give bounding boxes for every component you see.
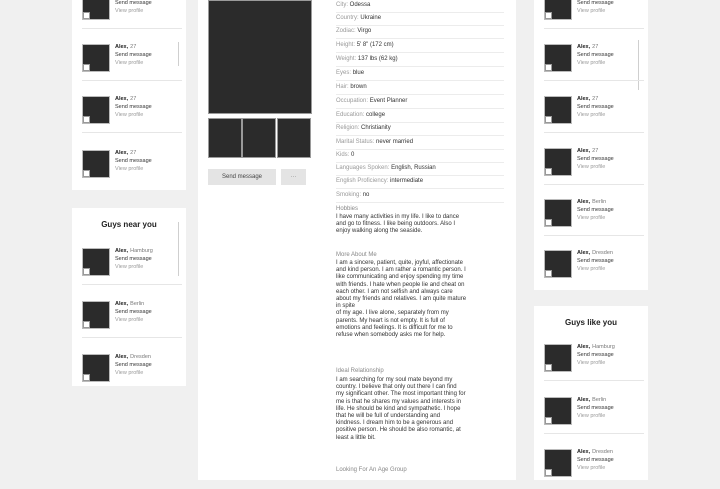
- detail-eyes: Eyes: blue: [336, 70, 365, 76]
- user-card[interactable]: [544, 250, 644, 290]
- online-status-icon: [545, 116, 552, 123]
- avatar[interactable]: [544, 44, 572, 72]
- view-profile-link[interactable]: View profile: [577, 413, 606, 419]
- online-status-icon: [545, 64, 552, 71]
- divider: [544, 235, 644, 236]
- detail-education: Education: college: [336, 112, 386, 118]
- avatar[interactable]: [82, 248, 110, 276]
- avatar[interactable]: [82, 150, 110, 178]
- online-status-icon: [545, 12, 552, 19]
- user-card[interactable]: [544, 449, 644, 489]
- detail-city: City: Odessa: [336, 2, 371, 8]
- online-status-icon: [545, 219, 552, 226]
- view-profile-link[interactable]: View profile: [577, 8, 606, 14]
- divider: [336, 202, 504, 203]
- user-card[interactable]: [82, 0, 182, 32]
- divider: [336, 52, 504, 53]
- divider: [336, 135, 504, 136]
- profile-photo-thumbnail[interactable]: [242, 118, 276, 158]
- view-profile-link[interactable]: View profile: [115, 370, 144, 376]
- user-name[interactable]: Alex, Hamburg: [115, 248, 153, 254]
- send-message-link[interactable]: Send message: [577, 352, 614, 358]
- user-name[interactable]: Alex, Hamburg: [577, 344, 615, 350]
- avatar[interactable]: [82, 301, 110, 329]
- send-message-link[interactable]: Send message: [577, 104, 614, 110]
- send-message-button[interactable]: Send message: [208, 169, 276, 185]
- divider: [544, 80, 644, 81]
- user-card[interactable]: [82, 44, 182, 84]
- user-age: 27: [592, 148, 599, 154]
- view-profile-link[interactable]: View profile: [577, 60, 606, 66]
- send-message-link[interactable]: Send message: [577, 258, 614, 264]
- divider: [544, 132, 644, 133]
- send-message-link[interactable]: Send message: [115, 362, 152, 368]
- avatar[interactable]: [544, 96, 572, 124]
- detail-smoking: Smoking: no: [336, 192, 370, 198]
- more-about-me-text: I am a sincere, patient, quite, joyful, affectionate and kind person. I am rather a romantic person. I like communicating and enjoy spending my time with friends. I hate when people lie and cheat on each other. I am not selfish and always care about my friends and relatives. I am quite mature in spite of my age. I live alone, separately from my parents. My heart is not empty. It is full of emotions and feelings. It is difficult for me to refuse when somebody asks me for help.: [336, 260, 467, 339]
- detail-english-proficiency: English Proficiency: intermediate: [336, 178, 424, 184]
- user-card[interactable]: [544, 397, 644, 437]
- user-name[interactable]: Alex, 27: [577, 44, 599, 50]
- view-profile-link[interactable]: View profile: [577, 215, 606, 221]
- user-card[interactable]: [82, 150, 182, 190]
- hobbies-text: I have many activities in my life. I like to dance and go to fitness. I like being outdoors. Also I enjoy walking along the seaside.: [336, 214, 460, 235]
- user-name[interactable]: Alex, Dresden: [577, 449, 613, 455]
- online-status-icon: [83, 374, 90, 381]
- detail-zodiac: Zodiac: Virgo: [336, 28, 372, 34]
- user-city: Dresden: [592, 250, 613, 256]
- user-city: Hamburg: [592, 344, 615, 350]
- right-users-panel: [534, 0, 648, 290]
- user-name[interactable]: Alex, 27: [115, 44, 137, 50]
- divider: [336, 188, 504, 189]
- view-profile-link[interactable]: View profile: [577, 266, 606, 272]
- user-card[interactable]: [82, 301, 182, 341]
- detail-occupation: Occupation: Event Planner: [336, 98, 408, 104]
- detail-religion: Religion: Christianity: [336, 125, 391, 131]
- user-name[interactable]: Alex, Dresden: [577, 250, 613, 256]
- detail-marital-status: Marital Status: never married: [336, 139, 414, 145]
- send-message-link[interactable]: Send message: [115, 256, 152, 262]
- detail-height: Height: 5' 8" (172 cm): [336, 42, 394, 48]
- avatar[interactable]: [544, 397, 572, 425]
- divider: [336, 162, 504, 163]
- online-status-icon: [545, 270, 552, 277]
- view-profile-link[interactable]: View profile: [577, 112, 606, 118]
- avatar[interactable]: [544, 344, 572, 372]
- profile-photo-thumbnail[interactable]: [208, 118, 242, 158]
- divider: [336, 80, 504, 81]
- divider: [82, 337, 182, 338]
- user-age: 27: [130, 96, 137, 102]
- view-profile-link[interactable]: View profile: [115, 8, 144, 14]
- avatar[interactable]: [82, 44, 110, 72]
- online-status-icon: [83, 12, 90, 19]
- view-profile-link[interactable]: View profile: [577, 465, 606, 471]
- view-profile-link[interactable]: View profile: [577, 360, 606, 366]
- divider: [336, 108, 504, 109]
- send-message-link[interactable]: Send message: [115, 309, 152, 315]
- user-age: 27: [130, 44, 137, 50]
- divider: [82, 284, 182, 285]
- avatar[interactable]: [82, 354, 110, 382]
- user-city: Hamburg: [130, 248, 153, 254]
- send-message-link[interactable]: Send message: [577, 207, 614, 213]
- divider: [336, 94, 504, 95]
- online-status-icon: [83, 321, 90, 328]
- detail-languages: Languages Spoken: English, Russian: [336, 165, 436, 171]
- online-status-icon: [545, 417, 552, 424]
- user-name[interactable]: Alex, Berlin: [115, 301, 145, 307]
- detail-hair: Hair: brown: [336, 84, 367, 90]
- user-card[interactable]: [544, 199, 644, 239]
- user-city: Dresden: [130, 354, 151, 360]
- divider: [82, 28, 182, 29]
- user-city: Berlin: [592, 199, 607, 205]
- avatar[interactable]: [544, 449, 572, 477]
- divider: [336, 12, 504, 13]
- send-message-link[interactable]: Send message: [577, 156, 614, 162]
- online-status-icon: [83, 116, 90, 123]
- guys-near-you-panel: [72, 208, 186, 386]
- send-message-link[interactable]: Send message: [115, 0, 152, 6]
- user-city: Dresden: [592, 449, 613, 455]
- section-title: Guys like you: [564, 318, 618, 327]
- user-card[interactable]: [544, 96, 644, 136]
- divider: [336, 149, 504, 150]
- view-profile-link[interactable]: View profile: [115, 166, 144, 172]
- online-status-icon: [545, 364, 552, 371]
- online-status-icon: [545, 168, 552, 175]
- avatar[interactable]: [544, 0, 572, 20]
- send-message-link[interactable]: Send message: [115, 52, 152, 58]
- divider: [336, 122, 504, 123]
- avatar[interactable]: [544, 199, 572, 227]
- divider: [336, 175, 504, 176]
- avatar[interactable]: [544, 250, 572, 278]
- view-profile-link[interactable]: View profile: [115, 60, 144, 66]
- divider: [336, 25, 504, 26]
- send-message-link[interactable]: Send message: [577, 405, 614, 411]
- ideal-relationship-heading: Ideal Relationship: [336, 368, 384, 374]
- ideal-relationship-text: I am searching for my soul mate beyond my country. I believe that only out there I can find my significant other. The most important thing for me is that he shares my values and interests in life. He should be kind and sympathetic. I hope that he will be full of understanding and kindness. I dream him to be a generous and positive person. He should be also romantic, at least a little bit.: [336, 377, 466, 441]
- avatar[interactable]: [544, 148, 572, 176]
- view-profile-link[interactable]: View profile: [115, 317, 144, 323]
- user-card[interactable]: [544, 344, 644, 384]
- user-age: 27: [130, 150, 137, 156]
- guys-like-you-panel: [534, 306, 648, 480]
- user-card[interactable]: [544, 44, 644, 84]
- divider: [544, 184, 644, 185]
- detail-kids: Kids: 0: [336, 152, 355, 158]
- send-message-link[interactable]: Send message: [577, 52, 614, 58]
- user-card[interactable]: [82, 248, 182, 288]
- online-status-icon: [83, 64, 90, 71]
- user-name[interactable]: Alex, 27: [577, 148, 599, 154]
- divider: [544, 433, 644, 434]
- user-name[interactable]: Alex, Dresden: [115, 354, 151, 360]
- divider: [544, 28, 644, 29]
- user-card[interactable]: [82, 354, 182, 394]
- age-group-heading: Looking For An Age Group: [336, 467, 407, 473]
- online-status-icon: [545, 469, 552, 476]
- divider: [82, 132, 182, 133]
- user-name[interactable]: Alex, Berlin: [577, 199, 607, 205]
- view-profile-link[interactable]: View profile: [115, 264, 144, 270]
- divider: [336, 38, 504, 39]
- detail-weight: Weight: 137 lbs (62 kg): [336, 56, 398, 62]
- send-message-link[interactable]: Send message: [577, 457, 614, 463]
- user-city: Berlin: [130, 301, 145, 307]
- more-about-me-heading: More About Me: [336, 252, 377, 258]
- user-card[interactable]: [82, 96, 182, 136]
- view-profile-link[interactable]: View profile: [577, 164, 606, 170]
- avatar[interactable]: [82, 96, 110, 124]
- user-card[interactable]: [544, 0, 644, 32]
- left-users-panel: [72, 0, 186, 190]
- user-name[interactable]: Alex, 27: [577, 96, 599, 102]
- send-message-link[interactable]: Send message: [115, 104, 152, 110]
- user-name[interactable]: Alex, 27: [115, 150, 137, 156]
- divider: [544, 380, 644, 381]
- send-message-link[interactable]: Send message: [115, 158, 152, 164]
- profile-main-photo[interactable]: [208, 0, 312, 114]
- hobbies-heading: Hobbies: [336, 206, 359, 212]
- more-options-button[interactable]: ···: [281, 169, 306, 185]
- divider: [82, 80, 182, 81]
- online-status-icon: [83, 268, 90, 275]
- user-name[interactable]: Alex, 27: [115, 96, 137, 102]
- send-message-link[interactable]: Send message: [577, 0, 614, 6]
- user-name[interactable]: Alex, Berlin: [577, 397, 607, 403]
- section-title: Guys near you: [101, 220, 157, 229]
- view-profile-link[interactable]: View profile: [115, 112, 144, 118]
- avatar[interactable]: [82, 0, 110, 20]
- user-city: Berlin: [592, 397, 607, 403]
- online-status-icon: [83, 170, 90, 177]
- user-age: 27: [592, 96, 599, 102]
- detail-country: Country: Ukraine: [336, 15, 382, 21]
- user-card[interactable]: [544, 148, 644, 188]
- divider: [336, 66, 504, 67]
- user-age: 27: [592, 44, 599, 50]
- profile-photo-thumbnail[interactable]: [277, 118, 311, 158]
